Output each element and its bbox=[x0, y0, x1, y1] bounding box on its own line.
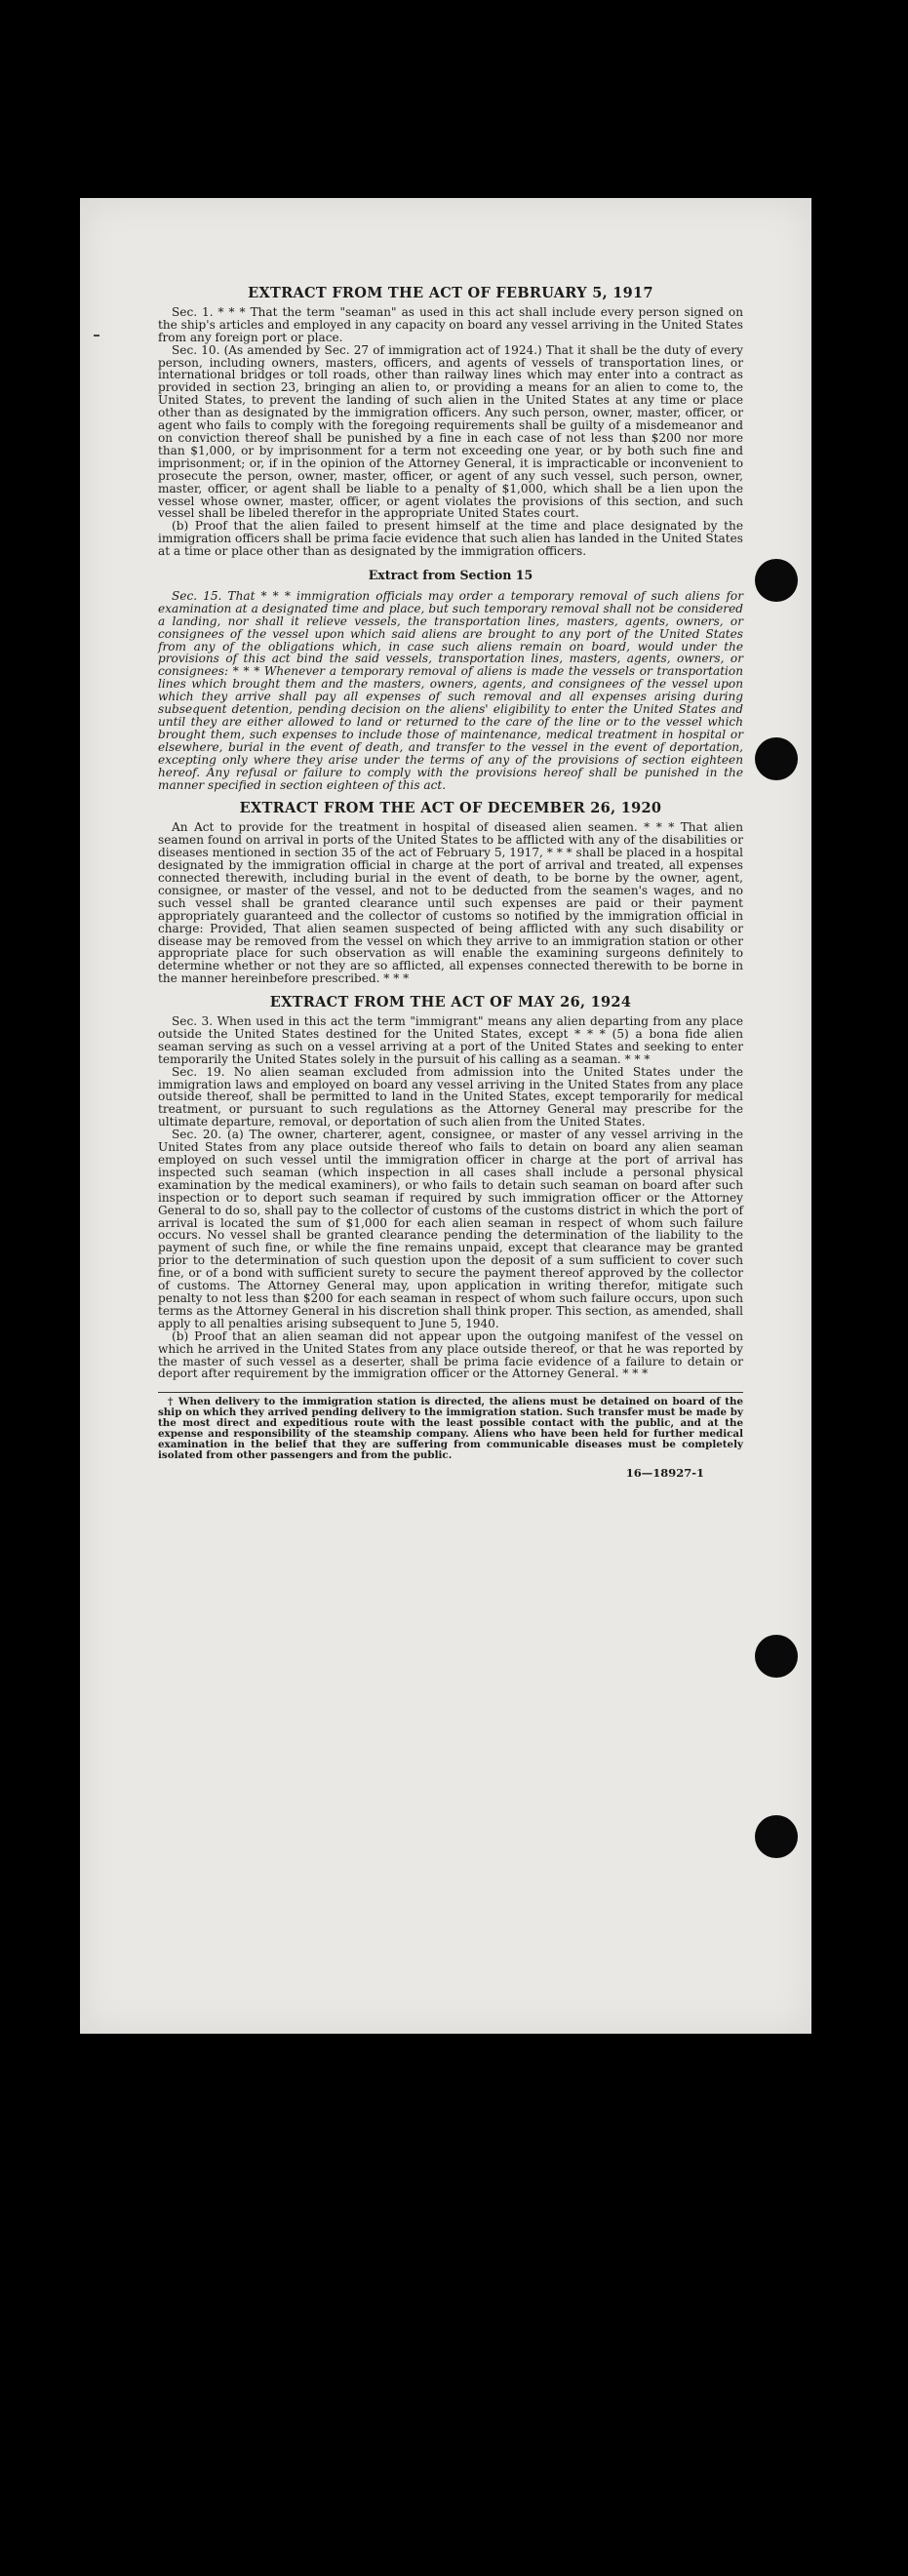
section-15-extract bbox=[158, 570, 743, 791]
footnote bbox=[158, 1392, 743, 1461]
act-1924-section bbox=[158, 994, 743, 1381]
page-edge-mark bbox=[94, 335, 99, 337]
punch-hole-middle bbox=[755, 737, 798, 780]
act-1920-section bbox=[158, 800, 743, 986]
paragraph-hospital-act: An Act to provide for the treatment in hospital of diseased alien seamen. * * * That alien seamen found on arrival in ports of the United States to be afflicted with any of the disabilities or diseases mentioned in section 35 of the act of February 5, 1917, * * * shall be placed in a hospital designated by the immigration official in charge at the port of arrival and treated, all expenses connected therewith, including burial in the event of death, to be borne by the owner, agent, consignee, or master of the vessel, and not to be deducted from the seamen's wages, and no such vessel shall be granted clearance until such expenses are paid or their payment appropriately guaranteed and the collector of customs so notified by the immigration official in charge: Provided, That alien seamen suspected of being afflicted with any such disability or disease may be removed from the vessel on which they arrive to an immigration station or other appropriate place for such observation as will enable the examining surgeons definitely to determine whether or not they are so afflicted, all expenses connected therewith to be borne in the manner hereinbefore prescribed. * * * bbox=[158, 820, 743, 986]
heading-section-15: Extract from Section 15 bbox=[368, 568, 533, 583]
form-number: 16—18927-1 bbox=[625, 1466, 704, 1481]
paragraph-sec-19: Sec. 19. No alien seaman excluded from admission into the United States under the immigration laws and employed on board any vessel arriving in the United States from any place outside thereof, shall be permitted to land in the United States, except temporarily for medical treatment, or pursuant to such regulations as the Attorney General may prescribe for the ultimate departure, removal, or deportation of such alien from the United States. bbox=[158, 1064, 743, 1129]
document-text bbox=[158, 285, 743, 1481]
act-1917-section bbox=[158, 285, 743, 559]
paragraph-sec-15: Sec. 15. That * * * immigration officials may order a temporary removal of such aliens for examination at a designated time and place, but such temporary removal shall not be considered a landing, nor shall it relieve vessels, the transportation lines, masters, agents, owners, or consignees of the vessel upon which said aliens are brought to any port of the United States from any of the obligations which, in case such aliens remain on board, would under the provisions of this act bind the said vessels, transportation lines, masters, agents, owners, or consignees: * * * Whenever a temporary removal of aliens is made the vessels or transportation lines which brought them and the masters, owners, agents, and consignees of the vessel upon which they arrive shall pay all expenses of such removal and all expenses arising during subsequent detention, pending decision on the aliens' eligibility to enter the United States and until they are either allowed to land or returned to the care of the line or to the vessel which brought them, such expenses to include those of maintenance, medical treatment in hospital or elsewhere, burial in the event of death, and transfer to the vessel in the event of deportation, excepting only where they arise under the terms of any of the provisions of section eighteen hereof. Any refusal or failure to comply with the provisions hereof shall be punished in the manner specified in section eighteen of this act. bbox=[158, 588, 743, 792]
footnote-text: † When delivery to the immigration station is directed, the aliens must be detained on board of the ship on which they arrived pending delivery to the immigration station. Such transfer must be made by the most direct and expeditious route with the least possible contact with the public, and at the expense and responsibility of the steamship company. Aliens who have been held for further medical examination in the belief that they are suffering from communicable diseases must be completely isolated from other passengers and from the public. bbox=[158, 1396, 743, 1462]
paragraph-sec-10: Sec. 10. (As amended by Sec. 27 of immigration act of 1924.) That it shall be the duty of every person, including owners, masters, officers, and agents of vessels of transportation lines, or international bridges or toll roads, other than railway lines which may enter into a contract as provided in section 23, bringing an alien to, or providing a means for an alien to come to, the United States, to prevent the landing of such alien in the United States at any time or place other than as designated by the immigration officers. Any such person, owner, master, officer, or agent who fails to comply with the foregoing requirements shall be guilty of a misdemeanor and on conviction thereof shall be punished by a fine in each case of not less than $200 nor more than $1,000, or by imprisonment for a term not exceeding one year, or by both such fine and imprisonment; or, if in the opinion of the Attorney General, it is impracticable or inconvenient to prosecute the person, owner, master, officer, or agent of any such vessel, such person, owner, master, officer, or agent shall be liable to a penalty of $1,000, which shall be a lien upon the vessel whose owner, master, officer, or agent violates the provisions of this section, and such vessel shall be libeled therefor in the appropriate United States court. bbox=[158, 342, 743, 521]
paragraph-sec-3: Sec. 3. When used in this act the term "immigrant" means any alien departing from any place outside the United States destined for the United States, except * * * (5) a bona fide alien seaman serving as such on a vessel arriving at a port of the United States and seeking to enter temporarily the United States solely in the pursuit of his calling as a seaman. * * * bbox=[158, 1014, 743, 1066]
document-page bbox=[80, 198, 811, 2034]
paragraph-sec-20-b: (b) Proof that an alien seaman did not appear upon the outgoing manifest of the vessel on which he arrived in the United States from any place outside thereof, or that he was reported by the master of such vessel as a deserter, shall be prima facie evidence of a failure to detain or deport after requirement by the immigration officer or the Attorney General. * * * bbox=[158, 1328, 743, 1381]
heading-act-1924: EXTRACT FROM THE ACT OF MAY 26, 1924 bbox=[269, 994, 632, 1011]
heading-act-1920: EXTRACT FROM THE ACT OF DECEMBER 26, 1920 bbox=[239, 800, 662, 817]
punch-hole-top bbox=[755, 559, 798, 602]
heading-act-1917: EXTRACT FROM THE ACT OF FEBRUARY 5, 1917 bbox=[248, 285, 653, 301]
punch-hole-bottom bbox=[755, 1815, 798, 1858]
paragraph-sec-10-b: (b) Proof that the alien failed to present himself at the time and place designated by the immigration officers shall be prima facie evidence that such alien has landed in the United States at a time or place other than as designated by the immigration officers. bbox=[158, 519, 743, 559]
paragraph-sec-1: Sec. 1. * * * That the term "seaman" as used in this act shall include every person signed on the ship's articles and employed in any capacity on board any vessel arriving in the United States from any foreign port or place. bbox=[158, 304, 743, 344]
paragraph-sec-20-a: Sec. 20. (a) The owner, charterer, agent, consignee, or master of any vessel arriving in the United States from any place outside thereof who fails to detain on board any alien seaman employed on such vessel until the immigration officer in charge at the port of arrival has inspected such seaman (which inspection in all cases shall include a personal physical examination by the medical examiners), or who fails to detain such seaman on board after such inspection or to deport such seaman if required by such immigration officer or the Attorney General to do so, shall pay to the collector of customs of the customs district in which the port of arrival is located the sum of $1,000 for each alien seaman in respect of whom such failure occurs. No vessel shall be granted clearance pending the determination of the liability to the payment of such fine, or while the fine remains unpaid, except that clearance may be granted prior to the determination of such question upon the deposit of a sum sufficient to cover such fine, or of a bond with sufficient surety to secure the payment thereof approved by the collector of customs. The Attorney General may, upon application in writing therefor, mitigate such penalty to not less than $200 for each seaman in respect of whom such failure occurs, upon such terms as the Attorney General in his discretion shall think proper. This section, as amended, shall apply to all penalties arising subsequent to June 5, 1940. bbox=[158, 1128, 743, 1330]
punch-hole-lower bbox=[755, 1635, 798, 1678]
